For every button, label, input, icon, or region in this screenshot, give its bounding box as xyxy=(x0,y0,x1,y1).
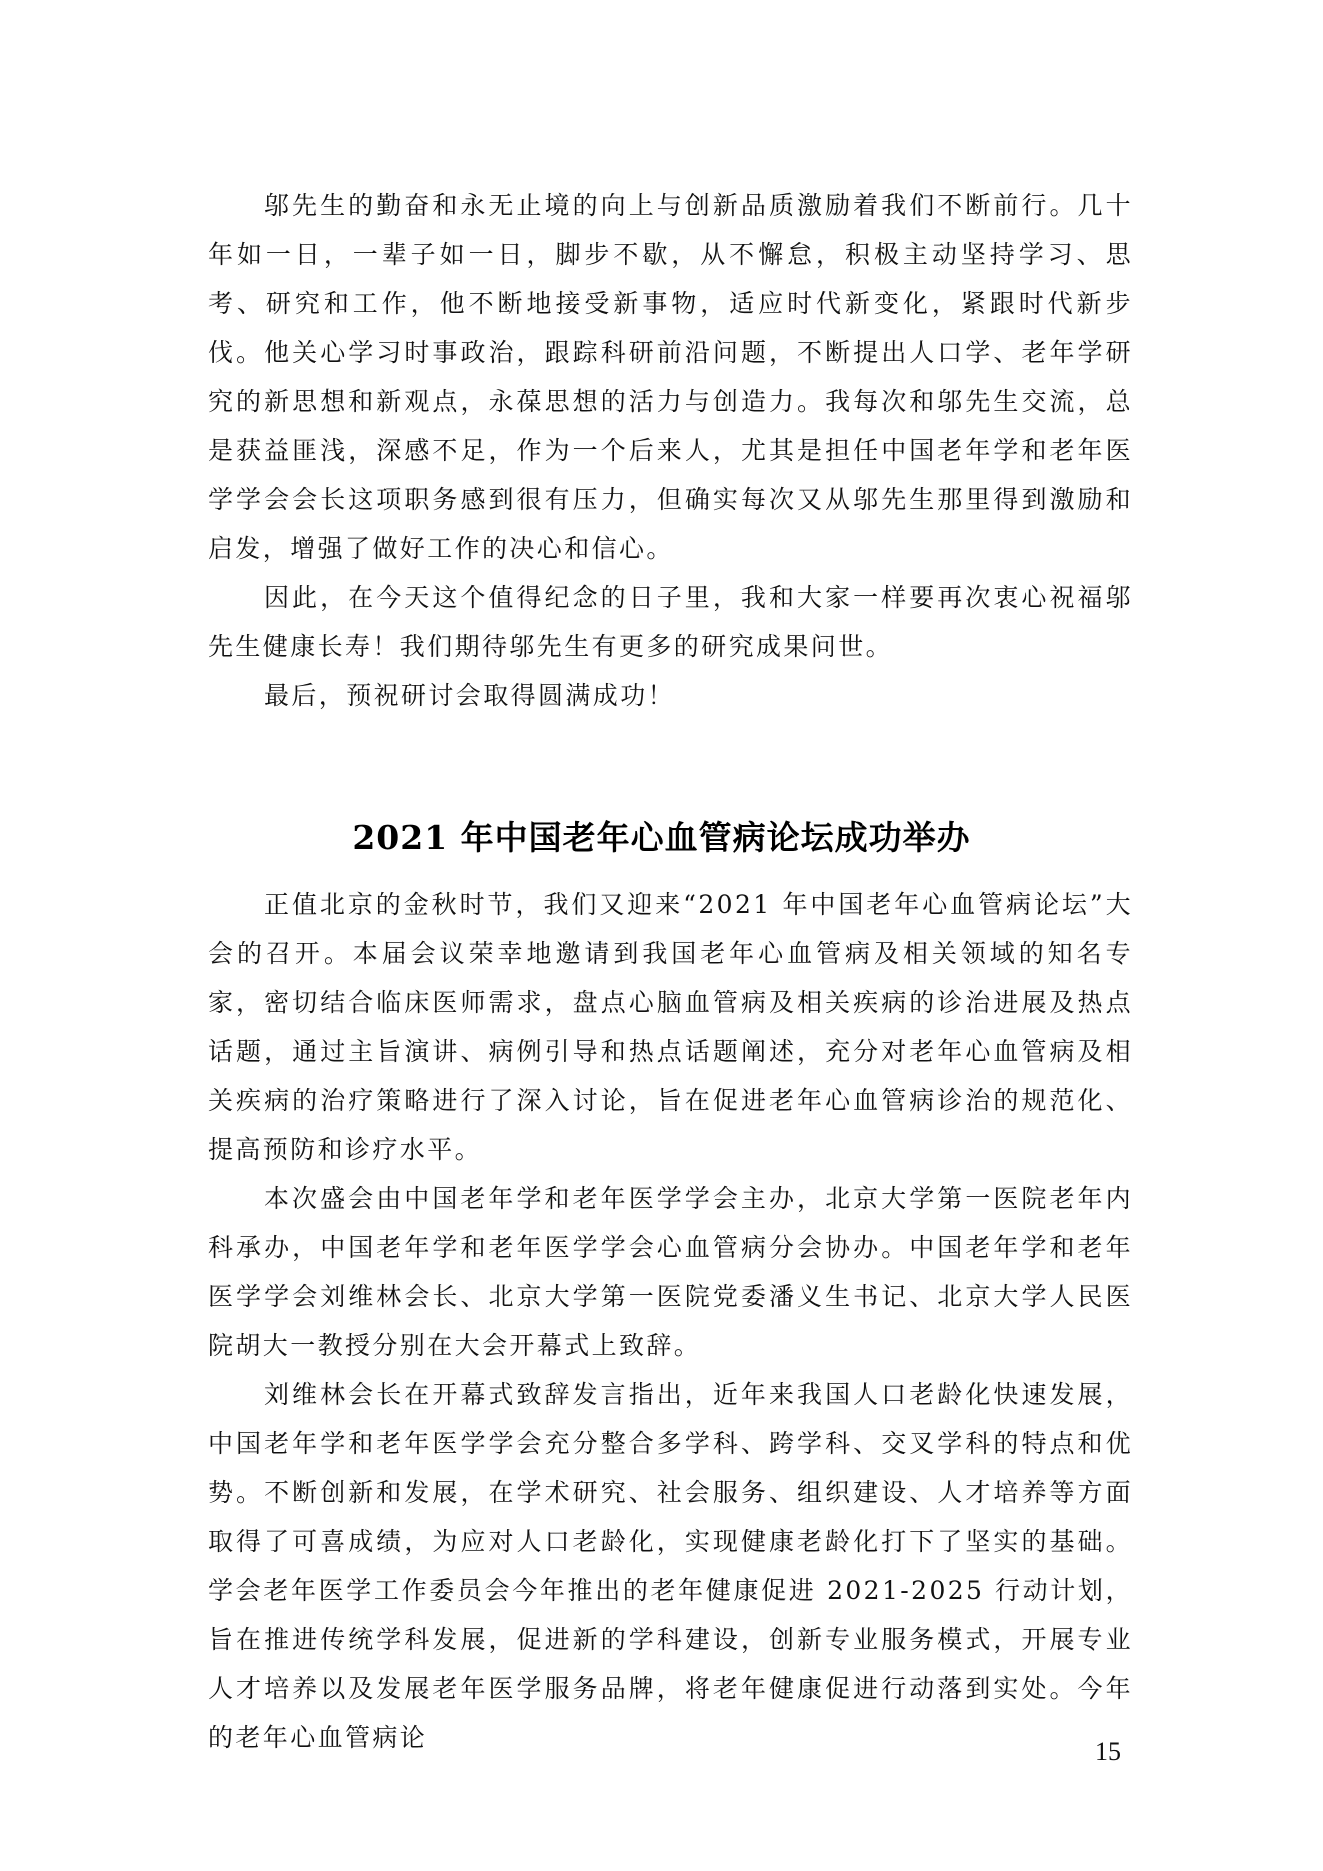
paragraph: 因此，在今天这个值得纪念的日子里，我和大家一样要再次衷心祝福邬先生健康长寿！我们期待邬先生有更多的研究成果问世。 xyxy=(208,583,1133,661)
paragraph: 正值北京的金秋时节，我们又迎来“2021 年中国老年心血管病论坛”大会的召开。本届会议荣幸地邀请到我国老年心血管病及相关领域的知名专家，密切结合临床医师需求，盘点心脑血管病及相关疾病的诊治进展及热点话题，通过主旨演讲、病例引导和热点话题阐述，充分对老年心血管病及相关疾病的治疗策略进行了深入讨论，旨在促进老年心血管病诊治的规范化、提高预防和诊疗水平。 xyxy=(208,890,1133,1164)
paragraph: 刘维林会长在开幕式致辞发言指出，近年来我国人口老龄化快速发展，中国老年学和老年医学学会充分整合多学科、跨学科、交叉学科的特点和优势。不断创新和发展，在学术研究、社会服务、组织建设、人才培养等方面取得了可喜成绩，为应对人口老龄化，实现健康老龄化打下了坚实的基础。学会老年医学工作委员会今年推出的老年健康促进 2021-2025 行动计划，旨在推进传统学科发展，促进新的学科建设，创新专业服务模式，开展专业人才培养以及发展老年医学服务品牌，将老年健康促进行动落到实处。今年的老年心血管病论 xyxy=(208,1380,1133,1752)
paragraph: 最后，预祝研讨会取得圆满成功！ xyxy=(264,681,676,710)
article-body xyxy=(208,880,1133,1762)
article-title: 2021 年中国老年心血管病论坛成功举办 xyxy=(352,818,971,858)
previous-article-ending xyxy=(208,181,1133,720)
page-number: 15 xyxy=(1095,1737,1121,1766)
paragraph: 邬先生的勤奋和永无止境的向上与创新品质激励着我们不断前行。几十年如一日，一辈子如一日，脚步不歇，从不懈怠，积极主动坚持学习、思考、研究和工作，他不断地接受新事物，适应时代新变化，紧跟时代新步伐。他关心学习时事政治，跟踪科研前沿问题，不断提出人口学、老年学研究的新思想和新观点，永葆思想的活力与创造力。我每次和邬先生交流，总是获益匪浅，深感不足，作为一个后来人，尤其是担任中国老年学和老年医学学会会长这项职务感到很有压力，但确实每次又从邬先生那里得到激励和启发，增强了做好工作的决心和信心。 xyxy=(208,191,1133,563)
paragraph: 本次盛会由中国老年学和老年医学学会主办，北京大学第一医院老年内科承办，中国老年学和老年医学学会心血管病分会协办。中国老年学和老年医学学会刘维林会长、北京大学第一医院党委潘义生书记、北京大学人民医院胡大一教授分别在大会开幕式上致辞。 xyxy=(208,1184,1133,1360)
